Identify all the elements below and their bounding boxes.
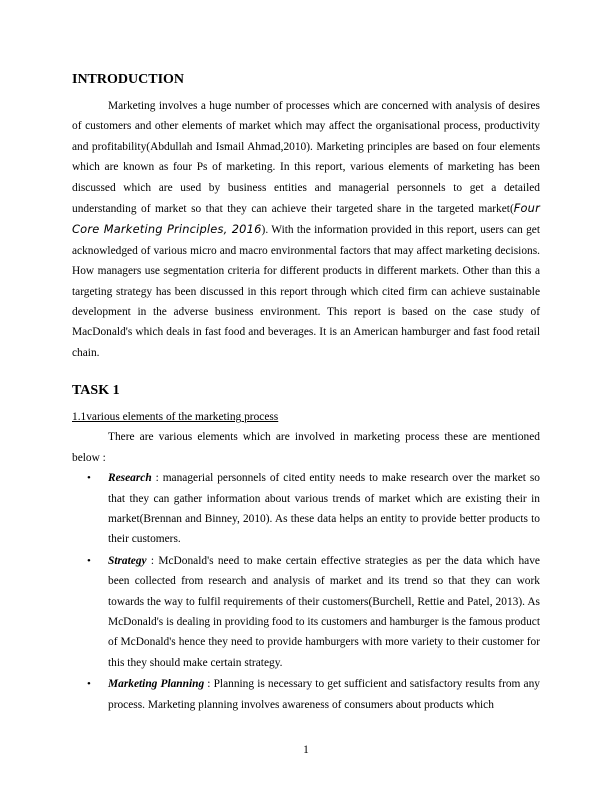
task1-subheading: 1.1various elements of the marketing process — [72, 411, 279, 424]
introduction-heading: INTRODUCTION — [72, 72, 185, 87]
list-item-strategy — [72, 551, 540, 673]
task1-heading: TASK 1 — [72, 383, 120, 399]
introduction-text-part-2: ). With the information provided in this report, users can get acknowledged of various micro and macro environmental factors that may affect marketing decisions. How managers use segmentation criteria for different products in different markets. Other than this a targeting strategy has been discussed in this report through which cited firm can achieve sustainable development in the adverse business environment. This report is based on the case study of MacDonald's which deals in fast food and beverages. It is an American hamburger and fast food retail chain. — [72, 224, 540, 359]
document-page — [72, 70, 540, 716]
introduction-paragraph — [72, 96, 540, 363]
bullet-icon: • — [87, 472, 91, 485]
marketing-elements-list — [72, 468, 540, 715]
list-item-term: Strategy — [108, 554, 147, 567]
citation-four-core-principles: Four Core Marketing Principles, 2016 — [72, 201, 540, 237]
list-item-text: : Planning is necessary to get sufficient and satisfactory results from any process. Marketing planning involves awareness of consumers about products which — [108, 678, 540, 711]
introduction-text-part-1: Marketing involves a huge number of processes which are concerned with analysis of desires of customers and other elements of market which may affect the organisational process, productivity and profitability(Abdullah and Ismail Ahmad,2010). Marketing principles are based on four elements which are known as four Ps of marketing. In this report, various elements of marketing has been discussed which are used by business entities and managerial personnels to get a detailed understanding of market so that they can achieve their targeted share in the targeted market( — [72, 100, 540, 216]
list-item-term: Marketing Planning — [108, 678, 205, 691]
list-item-research — [72, 468, 540, 550]
list-item-marketing-planning — [72, 674, 540, 715]
list-item-term: Research — [108, 472, 152, 485]
task1-intro-paragraph: There are various elements which are involved in marketing process these are mentioned below : — [72, 431, 540, 464]
list-item-text: : managerial personnels of cited entity needs to make research over the market so that they can gather information about various trends of market which are existing their in market(Brennan and Binney, 2010). As these data helps an entity to provide better products to their customers. — [108, 472, 540, 546]
bullet-icon: • — [87, 554, 91, 567]
page-number: 1 — [303, 744, 309, 756]
bullet-icon: • — [87, 678, 91, 691]
list-item-text: : McDonald's need to make certain effective strategies as per the data which have been collected from research and analysis of market and its trend so that they can work towards the way to fulfil requirements of their customers(Burchell, Rettie and Patel, 2013). As McDonald's is dealing in providing food to its customers and hamburger is the famous product of McDonald's hence they need to provide hamburgers with more variety to their customer for this they should make certain strategy. — [108, 554, 540, 669]
